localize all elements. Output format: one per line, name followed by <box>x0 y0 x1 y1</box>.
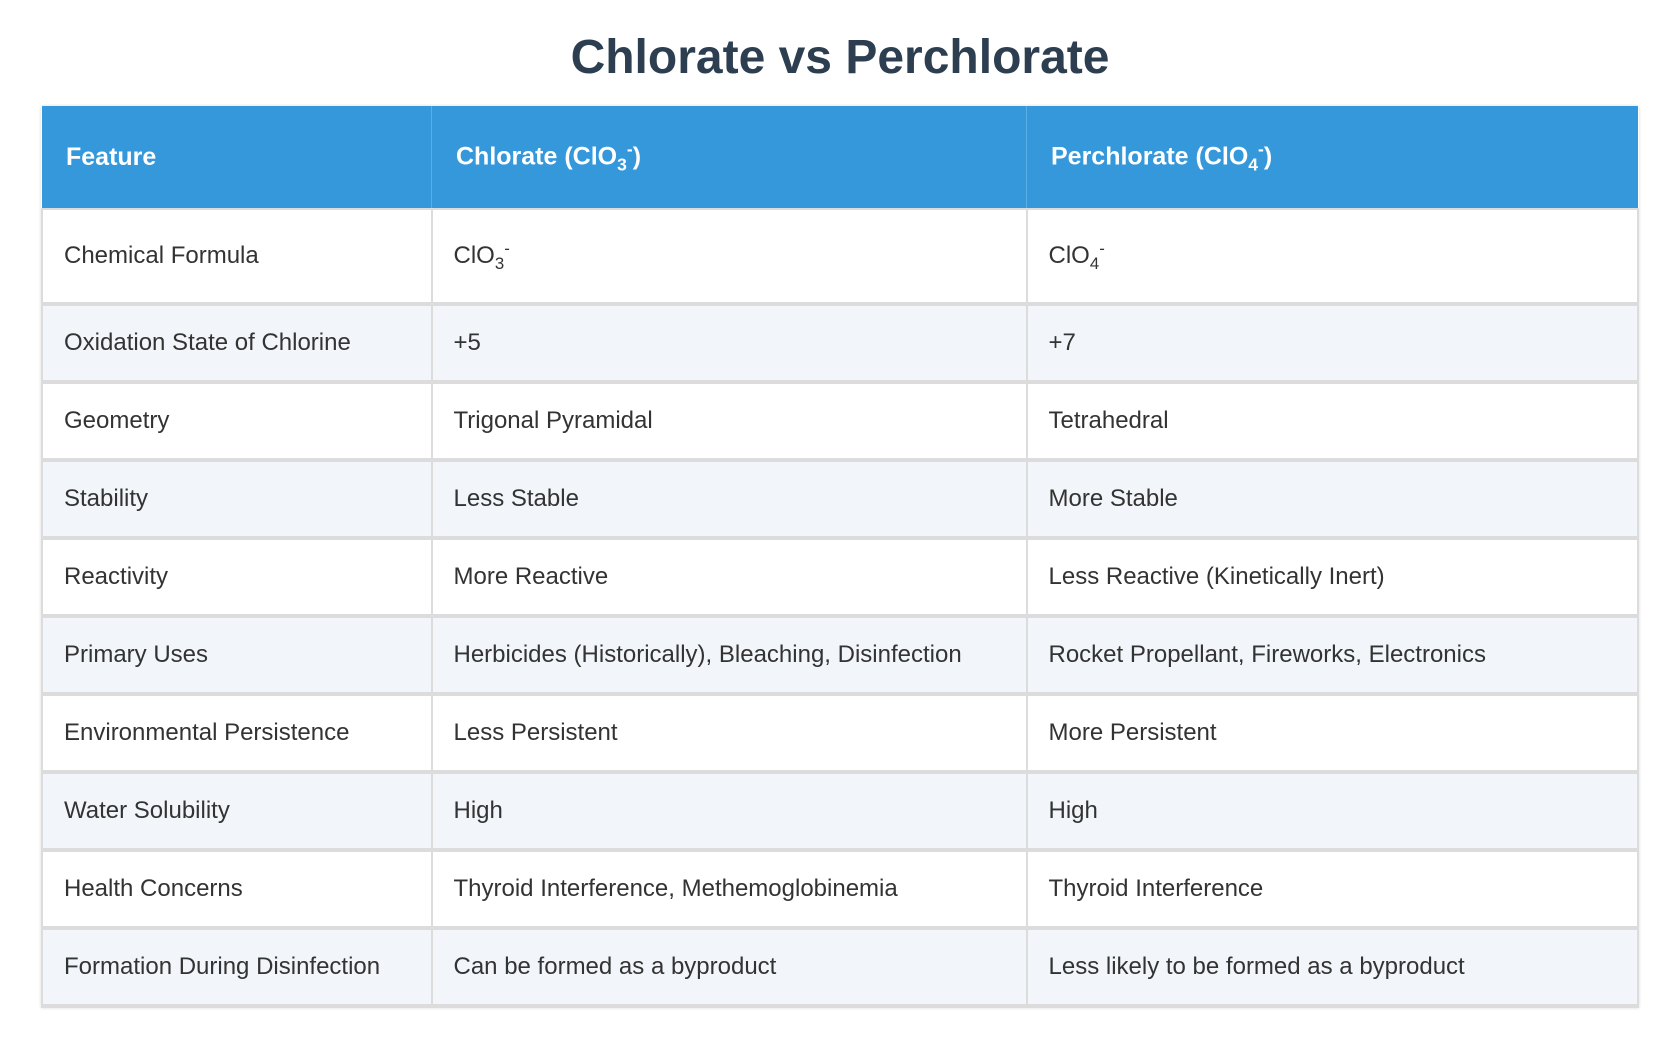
header-perchlorate-sup: - <box>1258 138 1264 159</box>
header-feature: Feature <box>42 106 432 209</box>
cell-perchlorate: Tetrahedral <box>1027 382 1639 460</box>
table-row <box>42 616 1638 694</box>
cell-feature: Stability <box>42 460 432 538</box>
header-perchlorate-sub: 4 <box>1248 154 1259 175</box>
formula-base: ClO <box>1048 241 1090 269</box>
cell-chlorate: Can be formed as a byproduct <box>432 928 1027 1006</box>
table-header-row <box>42 106 1638 209</box>
cell-perchlorate: Less likely to be formed as a byproduct <box>1027 928 1639 1006</box>
cell-chlorate: More Reactive <box>432 538 1027 616</box>
cell-perchlorate: Rocket Propellant, Fireworks, Electronics <box>1027 616 1639 694</box>
cell-feature: Geometry <box>42 382 432 460</box>
cell-feature: Environmental Persistence <box>42 694 432 772</box>
table-row <box>42 460 1638 538</box>
cell-feature: Primary Uses <box>42 616 432 694</box>
formula-sup: - <box>1099 238 1105 258</box>
table-row <box>42 772 1638 850</box>
cell-chlorate: Less Stable <box>432 460 1027 538</box>
page-title: Chlorate vs Perchlorate <box>570 31 1110 84</box>
cell-perchlorate: More Persistent <box>1027 694 1639 772</box>
header-chlorate-sub: 3 <box>617 154 627 175</box>
cell-chlorate: Thyroid Interference, Methemoglobinemia <box>432 850 1027 928</box>
cell-chlorate: High <box>432 772 1027 850</box>
cell-perchlorate: +7 <box>1027 304 1639 382</box>
cell-perchlorate: Thyroid Interference <box>1027 850 1639 928</box>
header-chlorate-close: ) <box>632 142 642 171</box>
header-chlorate <box>432 106 1027 209</box>
cell-feature: Reactivity <box>42 538 432 616</box>
table-row <box>42 538 1638 616</box>
header-chlorate-name: Chlorate (ClO <box>456 142 618 171</box>
cell-feature: Formation During Disinfection <box>42 928 432 1006</box>
header-perchlorate-name: Perchlorate (ClO <box>1051 142 1249 171</box>
cell-feature: Water Solubility <box>42 772 432 850</box>
cell-perchlorate: Less Reactive (Kinetically Inert) <box>1027 538 1639 616</box>
formula-base: ClO <box>453 241 495 269</box>
cell-chlorate: Trigonal Pyramidal <box>432 382 1027 460</box>
comparison-table <box>41 106 1639 1008</box>
cell-chlorate <box>432 209 1027 304</box>
table-row <box>42 694 1638 772</box>
header-chlorate-sup: - <box>626 138 633 159</box>
cell-perchlorate: High <box>1027 772 1639 850</box>
cell-perchlorate: More Stable <box>1027 460 1639 538</box>
cell-chlorate: Less Persistent <box>432 694 1027 772</box>
formula-sup: - <box>504 238 510 258</box>
table-row <box>42 928 1638 1006</box>
table-row <box>42 209 1638 304</box>
cell-chlorate: +5 <box>432 304 1027 382</box>
header-perchlorate-close: ) <box>1263 142 1273 171</box>
table-row <box>42 850 1638 928</box>
cell-perchlorate <box>1027 209 1639 304</box>
formula-sub: 4 <box>1089 253 1100 273</box>
cell-chlorate: Herbicides (Historically), Bleaching, Disinfection <box>432 616 1027 694</box>
cell-feature: Health Concerns <box>42 850 432 928</box>
formula-sub: 3 <box>494 253 505 273</box>
cell-feature: Oxidation State of Chlorine <box>42 304 432 382</box>
table-row <box>42 304 1638 382</box>
header-perchlorate <box>1027 106 1639 209</box>
table-row <box>42 382 1638 460</box>
cell-feature: Chemical Formula <box>42 209 432 304</box>
